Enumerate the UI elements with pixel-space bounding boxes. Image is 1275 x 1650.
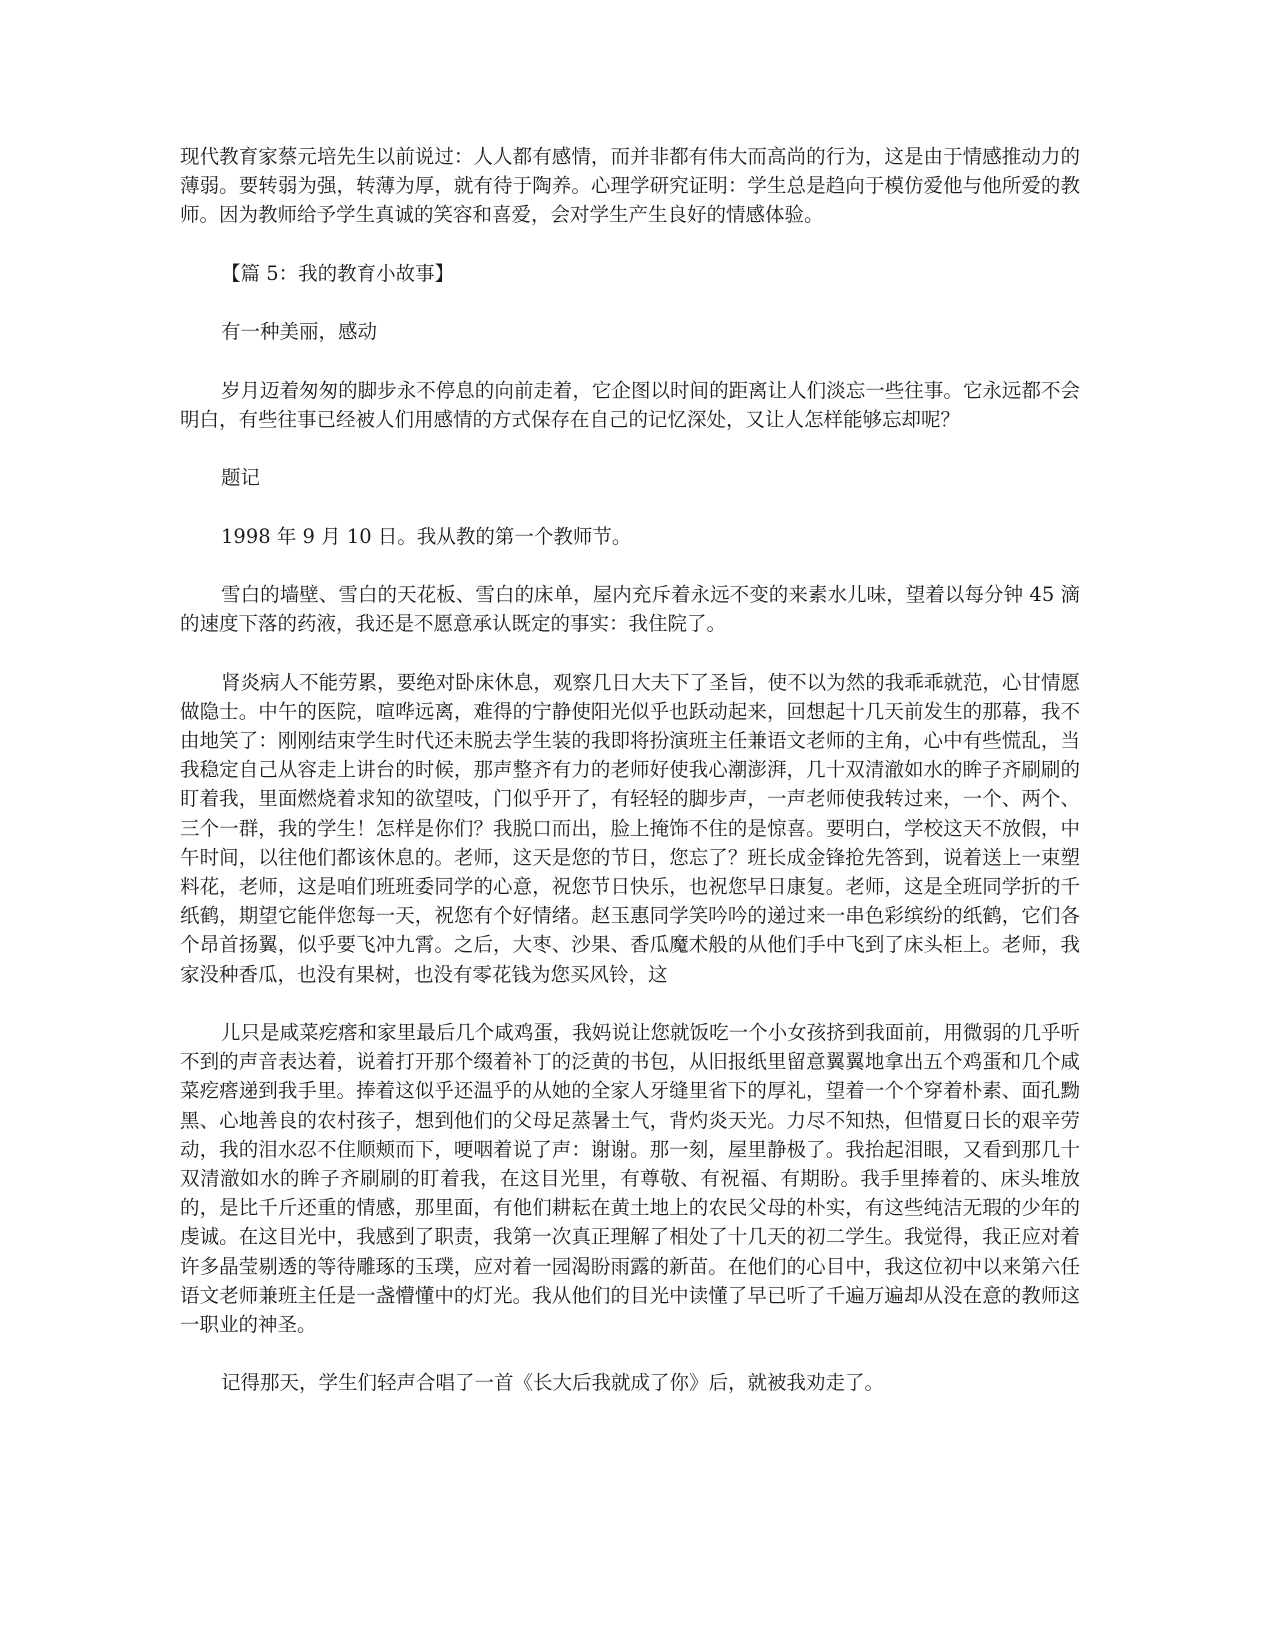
paragraph-hospital: 雪白的墙壁、雪白的天花板、雪白的床单，屋内充斥着永远不变的来素水儿味，望着以每分钟 45 滴的速度下落的药液，我还是不愿意承认既定的事实：我住院了。: [180, 582, 1080, 636]
epigraph-label: 题记: [221, 466, 261, 490]
section-heading: 【篇 5：我的教育小故事】: [221, 261, 455, 285]
paragraph-gifts: 儿只是咸菜疙瘩和家里最后几个咸鸡蛋，我妈说让您就饭吃一个小女孩挤到我面前，用微弱的几乎听不到的声音表达着，说着打开那个缀着补丁的泛黄的书包，从旧报纸里留意翼翼地拿出五个鸡蛋和几个咸菜疙瘩递到我手里。捧着这似乎还温乎的从她的全家人牙缝里省下的厚礼，望着一个个穿着朴素、面孔黝黑、心地善良的农村孩子，想到他们的父母足蒸暑土气，背灼炎天光。力尽不知热，但惜夏日长的艰辛劳动，我的泪水忍不住顺颊而下，哽咽着说了声：谢谢。那一刻，屋里静极了。我抬起泪眼，又看到那几十双清澈如水的眸子齐刷刷的盯着我，在这目光里，有尊敬、有祝福、有期盼。我手里捧着的、床头堆放的，是比千斤还重的情感，那里面，有他们耕耘在黄土地上的农民父母的朴实，有这些纯洁无瑕的少年的虔诚。在这目光中，我感到了职责，我第一次真正理解了相处了十几天的初二学生。我觉得，我正应对着许多晶莹剔透的等待雕琢的玉璞，应对着一园渴盼雨露的新苗。在他们的心目中，我这位初中以来第六任语文老师兼班主任是一盏懵懂中的灯光。我从他们的目光中读懂了早已听了千遍万遍却从没在意的教师这一职业的神圣。: [180, 1020, 1080, 1336]
paragraph-students-visit: 肾炎病人不能劳累，要绝对卧床休息，观察几日大夫下了圣旨，使不以为然的我乖乖就范，心甘情愿做隐士。中午的医院，喧哗远离，难得的宁静使阳光似乎也跃动起来，回想起十几天前发生的那幕，我不由地笑了：刚刚结束学生时代还未脱去学生装的我即将扮演班主任兼语文老师的主角，心中有些慌乱，当我稳定自己从容走上讲台的时候，那声整齐有力的老师好使我心潮澎湃，几十双清澈如水的眸子齐刷刷的盯着我，里面燃烧着求知的欲望吱，门似乎开了，有轻轻的脚步声，一声老师使我转过来，一个、两个、三个一群，我的学生！怎样是你们？我脱口而出，脸上掩饰不住的是惊喜。要明白，学校这天不放假，中午时间，以往他们都该休息的。老师，这天是您的节日，您忘了？班长成金锋抢先答到，说着送上一束塑料花，老师，这是咱们班班委同学的心意，祝您节日快乐，也祝您早日康复。老师，这是全班同学折的千纸鹤，期望它能伴您每一天，祝您有个好情绪。赵玉惠同学笑吟吟的递过来一串色彩缤纷的纸鹤，它们各个昂首扬翼，似乎要飞冲九霄。之后，大枣、沙果、香瓜魔术般的从他们手中飞到了床头柜上。老师，我家没种香瓜，也没有果树，也没有零花钱为您买风铃，这: [180, 670, 1080, 986]
paragraph-epigraph: 岁月迈着匆匆的脚步永不停息的向前走着，它企图以时间的距离让人们淡忘一些往事。它永远都不会明白，有些往事已经被人们用感情的方式保存在自己的记忆深处，又让人怎样能够忘却呢？: [180, 378, 1080, 431]
paragraph-cai-yuanpei-quote: 现代教育家蔡元培先生以前说过：人人都有感情，而并非都有伟大而高尚的行为，这是由于情感推动力的薄弱。要转弱为强，转薄为厚，就有待于陶养。心理学研究证明：学生总是趋向于模仿爱他与他所爱的教师。因为教师给予学生真诚的笑容和喜爱，会对学生产生良好的情感体验。: [180, 145, 1080, 227]
document-body: [180, 142, 1080, 1398]
story-title: 有一种美丽，感动: [221, 320, 378, 344]
paragraph-closing: 记得那天，学生们轻声合唱了一首《长大后我就成了你》后，就被我劝走了。: [221, 1371, 885, 1395]
paragraph-date: 1998 年 9 月 10 日。我从教的第一个教师节。: [221, 524, 632, 548]
